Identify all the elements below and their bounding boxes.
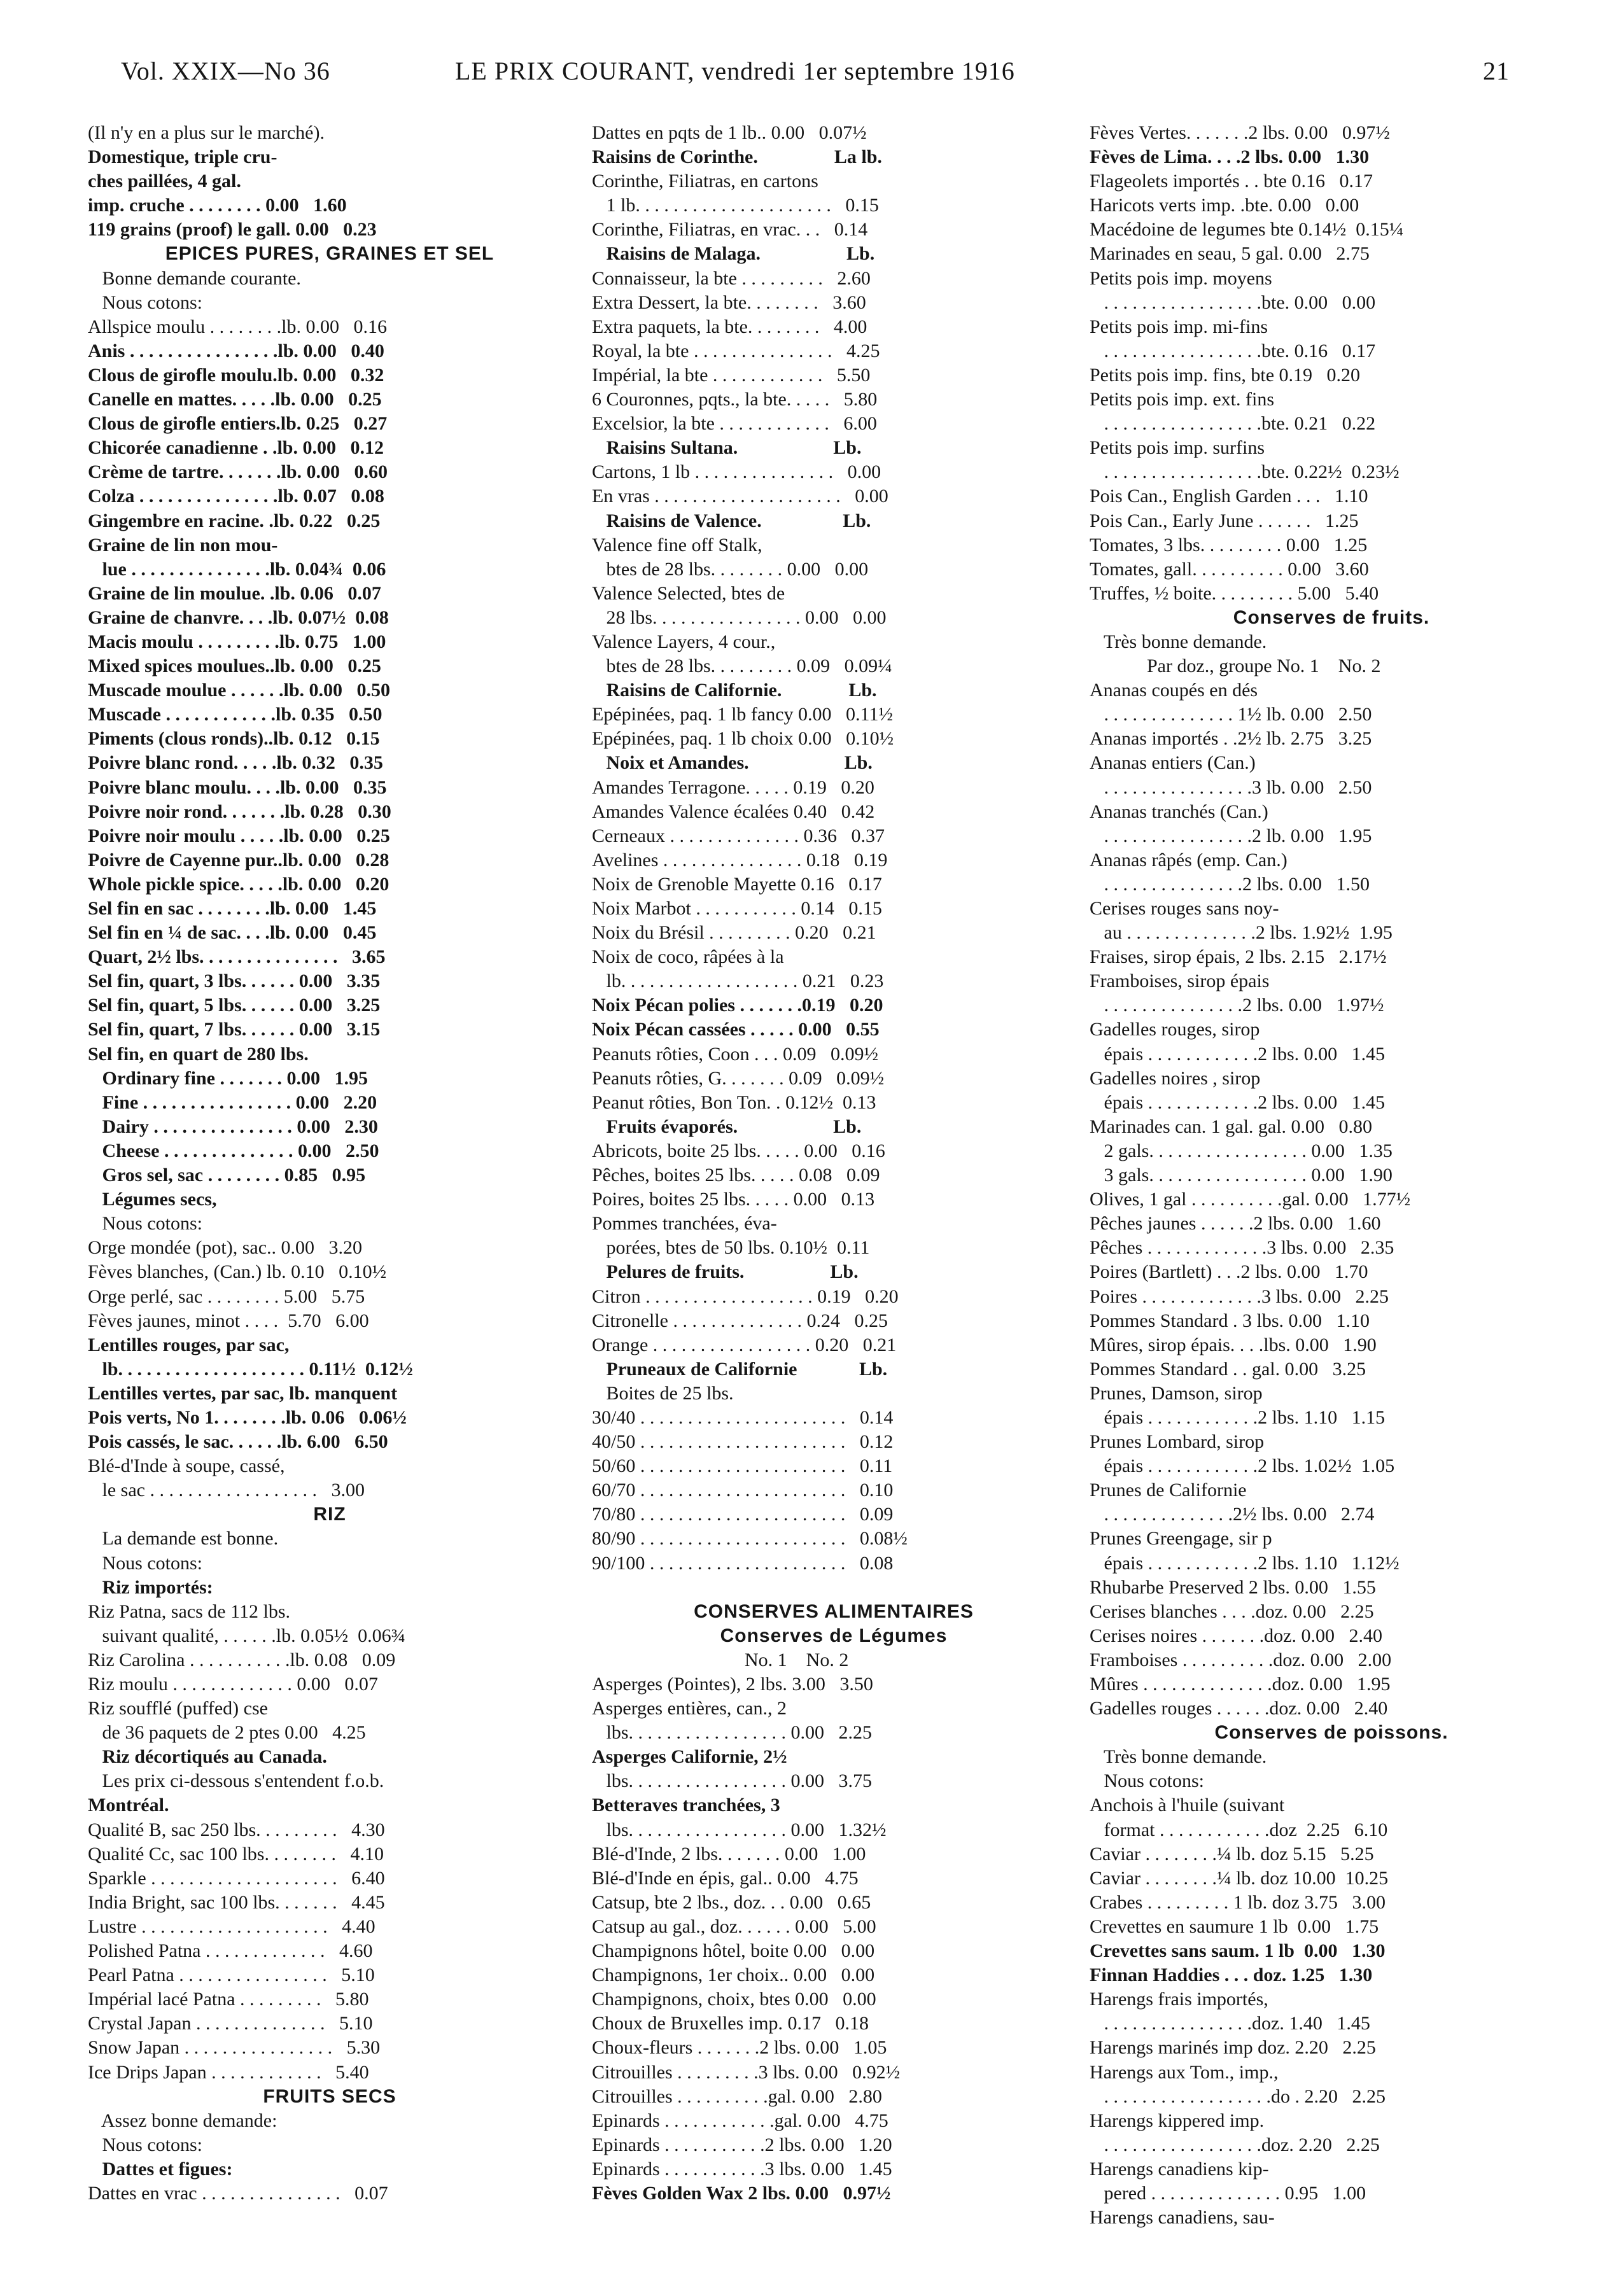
price-line: format . . . . . . . . . . . .doz 2.25 6.10 (1090, 1819, 1388, 1840)
price-line: Gadelles noires , sirop (1090, 1067, 1261, 1089)
price-line: Connaisseur, la bte . . . . . . . . . 2.60 (592, 267, 871, 289)
price-line: 50/60 . . . . . . . . . . . . . . . . . . . . . . 0.11 (592, 1455, 893, 1477)
price-line: Montréal. (88, 1795, 169, 1816)
price-line: . . . . . . . . . . . . . . . . .bte. 0.21 0.22 (1090, 413, 1376, 435)
price-line: . . . . . . . . . . . . . . . .2 lb. 0.00 1.95 (1090, 825, 1372, 846)
price-line: Qualité B, sac 250 lbs. . . . . . . . . 4.30 (88, 1819, 385, 1840)
price-line: Anis . . . . . . . . . . . . . . . .lb. 0.00 0.40 (88, 340, 384, 361)
price-line: suivant qualité, . . . . . .lb. 0.05½ 0.06¾ (88, 1625, 406, 1646)
price-line: Snow Japan . . . . . . . . . . . . . . . . 5.30 (88, 2037, 381, 2059)
price-line: Sel fin, en quart de 280 lbs. (88, 1043, 309, 1065)
price-line: Champignons, choix, btes 0.00 0.00 (592, 1989, 876, 2010)
price-line: Ananas râpés (emp. Can.) (1090, 849, 1288, 871)
section-heading: EPICES PURES, GRAINES ET SEL (165, 243, 495, 265)
price-line: Valence Selected, btes de (592, 582, 785, 604)
price-line: Lustre . . . . . . . . . . . . . . . . . . . . 4.40 (88, 1915, 375, 1937)
price-line: Catsup au gal., doz. . . . . . 0.00 5.00 (592, 1915, 876, 1937)
price-line: Harengs canadiens, sau- (1090, 2207, 1275, 2229)
price-line: 90/100 . . . . . . . . . . . . . . . . . . . . . 0.08 (592, 1552, 894, 1574)
price-line: 119 grains (proof) le gall. 0.00 0.23 (88, 219, 377, 241)
price-line: (Il n'y en a plus sur le marché). (88, 122, 325, 143)
price-line: Harengs marinés imp doz. 2.20 2.25 (1090, 2037, 1376, 2059)
price-line: épais . . . . . . . . . . . .2 lbs. 0.00 1.45 (1090, 1043, 1386, 1065)
price-line: 40/50 . . . . . . . . . . . . . . . . . . . . . . 0.12 (592, 1431, 894, 1453)
price-line: Prunes, Damson, sirop (1090, 1382, 1263, 1404)
price-line: Fruits évaporés. Lb. (592, 1116, 862, 1137)
section-heading: Conserves de Légumes (720, 1625, 948, 1646)
price-line: Extra Dessert, la bte. . . . . . . . 3.60 (592, 291, 866, 313)
volume-number: Vol. XXIX—No 36 (121, 57, 330, 85)
price-line: Extra paquets, la bte. . . . . . . . 4.00 (592, 316, 867, 337)
price-line: Citronelle . . . . . . . . . . . . . . 0.24 0.25 (592, 1310, 888, 1331)
price-line: Fèves de Lima. . . .2 lbs. 0.00 1.30 (1090, 146, 1370, 168)
price-line: Graine de chanvre. . . .lb. 0.07½ 0.08 (88, 606, 389, 628)
price-line: Fèves jaunes, minot . . . . 5.70 6.00 (88, 1310, 369, 1331)
price-line: Impérial, la bte . . . . . . . . . . . . 5.50 (592, 364, 871, 386)
price-line: Petits pois imp. ext. fins (1090, 389, 1275, 410)
price-line (592, 1576, 1076, 1600)
price-line: Polished Patna . . . . . . . . . . . . . 4.60 (88, 1940, 373, 1962)
price-line: Citrouilles . . . . . . . . . .gal. 0.00 2.80 (592, 2085, 882, 2107)
price-line: Mûres, sirop épais. . . .lbs. 0.00 1.90 (1090, 1334, 1377, 1355)
price-line: Sel fin, quart, 7 lbs. . . . . . 0.00 3.15 (88, 1019, 381, 1040)
price-line: Caviar . . . . . . . .¼ lb. doz 5.15 5.25 (1090, 1843, 1374, 1865)
price-line: Marinades can. 1 gal. gal. 0.00 0.80 (1090, 1116, 1373, 1137)
price-line: Corinthe, Filiatras, en vrac. . . 0.14 (592, 219, 868, 241)
price-line: Petits pois imp. fins, bte 0.19 0.20 (1090, 364, 1361, 386)
price-line: . . . . . . . . . . . . . . .2 lbs. 0.00 1.50 (1090, 873, 1370, 895)
price-line: Haricots verts imp. .bte. 0.00 0.00 (1090, 195, 1359, 216)
price-line: Orange . . . . . . . . . . . . . . . . . 0.20 0.21 (592, 1334, 897, 1355)
price-line: Crystal Japan . . . . . . . . . . . . . . 5.10 (88, 2013, 373, 2034)
price-line: Champignons, 1er choix.. 0.00 0.00 (592, 1964, 875, 1986)
section-heading: FRUITS SECS (263, 2085, 396, 2107)
price-line: Macédoine de legumes bte 0.14½ 0.15¼ (1090, 219, 1404, 241)
price-line: Corinthe, Filiatras, en cartons (592, 171, 818, 192)
price-line: Pêches jaunes . . . . . .2 lbs. 0.00 1.60 (1090, 1213, 1381, 1235)
price-line: Poivre noir rond. . . . . . .lb. 0.28 0.30 (88, 801, 391, 822)
price-line: Crevettes sans saum. 1 lb 0.00 1.30 (1090, 1940, 1386, 1962)
price-line: Sel fin en sac . . . . . . . .lb. 0.00 1.45 (88, 898, 377, 919)
price-line: Finnan Haddies . . . doz. 1.25 1.30 (1090, 1964, 1373, 1986)
section-heading: RIZ (313, 1504, 346, 1525)
price-line: Riz moulu . . . . . . . . . . . . . 0.00 0.07 (88, 1674, 378, 1695)
price-line: Poires (Bartlett) . . .2 lbs. 0.00 1.70 (1090, 1261, 1368, 1283)
price-line: Les prix ci-dessous s'entendent f.o.b. (88, 1770, 384, 1792)
price-line: Avelines . . . . . . . . . . . . . . . 0.18 0.19 (592, 849, 888, 871)
price-line: Quart, 2½ lbs. . . . . . . . . . . . . . . 3.65 (88, 946, 386, 968)
price-line: épais . . . . . . . . . . . .2 lbs. 0.00 1.45 (1090, 1091, 1386, 1113)
price-line: Nous cotons: (1090, 1770, 1204, 1792)
price-line: Raisins de Malaga. Lb. (592, 243, 875, 265)
price-line: Lentilles rouges, par sac, (88, 1334, 290, 1355)
price-line: Domestique, triple cru- (88, 146, 277, 168)
price-line: Nous cotons: (88, 291, 202, 313)
price-line: Noix Pécan cassées . . . . . 0.00 0.55 (592, 1019, 880, 1040)
price-line: Harengs aux Tom., imp., (1090, 2061, 1279, 2083)
price-line: Prunes Lombard, sirop (1090, 1431, 1265, 1453)
price-line: Nous cotons: (88, 1213, 202, 1235)
price-line: Gros sel, sac . . . . . . . . 0.85 0.95 (88, 1165, 366, 1186)
price-line: Epépinées, paq. 1 lb fancy 0.00 0.11½ (592, 704, 893, 725)
price-line: Sel fin, quart, 5 lbs. . . . . . 0.00 3.25 (88, 995, 381, 1016)
price-line: Pommes Standard . . gal. 0.00 3.25 (1090, 1358, 1366, 1380)
price-line: lue . . . . . . . . . . . . . . .lb. 0.04¾ 0.06 (88, 558, 386, 580)
price-line: Muscade moulue . . . . . .lb. 0.00 0.50 (88, 680, 391, 701)
page-number: 21 (1483, 57, 1510, 85)
price-line: porées, btes de 50 lbs. 0.10½ 0.11 (592, 1237, 870, 1259)
price-line: Pois Can., English Garden . . . 1.10 (1090, 486, 1368, 507)
price-line: Orge mondée (pot), sac.. 0.00 3.20 (88, 1237, 363, 1259)
price-line: Cerises blanches . . . .doz. 0.00 2.25 (1090, 1600, 1374, 1622)
price-line: Dattes et figues: (88, 2158, 233, 2180)
price-line: Raisins de Corinthe. La lb. (592, 146, 882, 168)
section-heading: Conserves de fruits. (1233, 606, 1430, 628)
price-line: Canelle en mattes. . . . .lb. 0.00 0.25 (88, 389, 382, 410)
price-line: Betteraves tranchées, 3 (592, 1795, 780, 1816)
price-line: Raisins de Valence. Lb. (592, 510, 871, 531)
price-line: ches paillées, 4 gal. (88, 171, 241, 192)
price-line: Poires, boites 25 lbs. . . . . 0.00 0.13 (592, 1189, 875, 1210)
price-line: Mûres . . . . . . . . . . . . . .doz. 0.00 1.95 (1090, 1674, 1391, 1695)
price-line: Clous de girofle entiers.lb. 0.25 0.27 (88, 413, 388, 435)
price-line: Poivre noir moulu . . . . .lb. 0.00 0.25 (88, 825, 390, 846)
price-line: Fraises, sirop épais, 2 lbs. 2.15 2.17½ (1090, 946, 1387, 968)
price-line: 1 lb. . . . . . . . . . . . . . . . . . . . . 0.15 (592, 195, 879, 216)
price-line: Flageolets importés . . bte 0.16 0.17 (1090, 171, 1373, 192)
price-line: pered . . . . . . . . . . . . . . 0.95 1.00 (1090, 2182, 1366, 2204)
price-line: Allspice moulu . . . . . . . .lb. 0.00 0.16 (88, 316, 387, 337)
price-line: Harengs frais importés, (1090, 1989, 1268, 2010)
price-line: Valence Layers, 4 cour., (592, 631, 776, 652)
price-line: Pois Can., Early June . . . . . . 1.25 (1090, 510, 1359, 531)
price-line: Riz décortiqués au Canada. (88, 1746, 327, 1768)
price-line: Sel fin en ¼ de sac. . . .lb. 0.00 0.45 (88, 922, 377, 944)
price-line: Très bonne demande. (1090, 631, 1267, 652)
price-line: Dattes en pqts de 1 lb.. 0.00 0.07½ (592, 122, 867, 143)
price-line: Ananas entiers (Can.) (1090, 752, 1256, 774)
price-line: . . . . . . . . . . . . . . . . . .do . 2.20 2.25 (1090, 2085, 1386, 2107)
price-line: Poivre de Cayenne pur..lb. 0.00 0.28 (88, 849, 389, 871)
price-line: Royal, la bte . . . . . . . . . . . . . . . 4.25 (592, 340, 880, 361)
price-line: de 36 paquets de 2 ptes 0.00 4.25 (88, 1722, 366, 1744)
price-line: Riz Patna, sacs de 112 lbs. (88, 1600, 291, 1622)
price-line: . . . . . . . . . . . . . .2½ lbs. 0.00 2.74 (1090, 1504, 1375, 1525)
price-line: Framboises . . . . . . . . . .doz. 0.00 2.00 (1090, 1649, 1392, 1670)
price-line: Fèves Vertes. . . . . . .2 lbs. 0.00 0.97½ (1090, 122, 1390, 143)
price-line: 70/80 . . . . . . . . . . . . . . . . . . . . . . 0.09 (592, 1504, 894, 1525)
price-line: Noix de Grenoble Mayette 0.16 0.17 (592, 873, 882, 895)
price-line: au . . . . . . . . . . . . . .2 lbs. 1.92½ 1.95 (1090, 922, 1393, 944)
price-line: Epinards . . . . . . . . . . .3 lbs. 0.00 1.45 (592, 2158, 892, 2180)
price-line: Graine de lin non mou- (88, 534, 278, 556)
price-line: Gadelles rouges . . . . . .doz. 0.00 2.40 (1090, 1698, 1388, 1719)
price-line: Ice Drips Japan . . . . . . . . . . . . 5.40 (88, 2061, 369, 2083)
price-line: Pruneaux de Californie Lb. (592, 1358, 888, 1380)
price-line: Impérial lacé Patna . . . . . . . . . 5.80 (88, 1989, 369, 2010)
price-line: Tomates, gall. . . . . . . . . . 0.00 3.60 (1090, 558, 1369, 580)
price-line: Pêches . . . . . . . . . . . . .3 lbs. 0.00 2.35 (1090, 1237, 1394, 1259)
price-line: 80/90 . . . . . . . . . . . . . . . . . . . . . . 0.08½ (592, 1528, 908, 1550)
price-line: Piments (clous ronds)..lb. 0.12 0.15 (88, 728, 380, 750)
price-line: Assez bonne demande: (88, 2110, 277, 2131)
price-line: Cheese . . . . . . . . . . . . . . 0.00 2.50 (88, 1140, 379, 1161)
price-line: . . . . . . . . . . . . . . . .doz. 1.40 1.45 (1090, 2013, 1370, 2034)
price-line: . . . . . . . . . . . . . . . . .doz. 2.20 2.25 (1090, 2134, 1380, 2155)
price-line: Pearl Patna . . . . . . . . . . . . . . . . 5.10 (88, 1964, 375, 1986)
price-line: Qualité Cc, sac 100 lbs. . . . . . . . 4.10 (88, 1843, 384, 1865)
price-line: Graine de lin moulue. .lb. 0.06 0.07 (88, 582, 381, 604)
price-line: Asperges Californie, 2½ (592, 1746, 787, 1768)
price-line: Olives, 1 gal . . . . . . . . . .gal. 0.00 1.77½ (1090, 1189, 1411, 1210)
price-line: Pois verts, No 1. . . . . . . .lb. 0.06 0.06½ (88, 1406, 407, 1428)
price-line: 6 Couronnes, pqts., la bte. . . . . 5.80 (592, 389, 878, 410)
price-line: Dattes en vrac . . . . . . . . . . . . . . . 0.07 (88, 2182, 388, 2204)
price-line: Marinades en seau, 5 gal. 0.00 2.75 (1090, 243, 1370, 265)
price-line: Très bonne demande. (1090, 1746, 1267, 1768)
price-column-3 (1090, 121, 1573, 2230)
price-line: . . . . . . . . . . . . . . 1½ lb. 0.00 2.50 (1090, 704, 1372, 725)
price-line: Truffes, ½ boite. . . . . . . . . 5.00 5.40 (1090, 582, 1379, 604)
price-line: Sparkle . . . . . . . . . . . . . . . . . . . . 6.40 (88, 1867, 385, 1889)
price-line: . . . . . . . . . . . . . . . . .bte. 0.00 0.00 (1090, 291, 1376, 313)
price-line: 60/70 . . . . . . . . . . . . . . . . . . . . . . 0.10 (592, 1480, 894, 1501)
price-line: épais . . . . . . . . . . . .2 lbs. 1.10 1.12½ (1090, 1552, 1400, 1574)
price-line: Noix du Brésil . . . . . . . . . 0.20 0.21 (592, 922, 876, 944)
price-line: Caviar . . . . . . . .¼ lb. doz 10.00 10.25 (1090, 1867, 1389, 1889)
price-line: Peanut rôties, Bon Ton. . 0.12½ 0.13 (592, 1091, 876, 1113)
price-line: Nous cotons: (88, 1552, 202, 1574)
price-line: Pommes Standard . 3 lbs. 0.00 1.10 (1090, 1310, 1370, 1331)
price-line: btes de 28 lbs. . . . . . . . . 0.09 0.09¼ (592, 655, 892, 677)
price-line: Peanuts rôties, Coon . . . 0.09 0.09½ (592, 1043, 878, 1065)
price-line: La demande est bonne. (88, 1528, 279, 1550)
price-line: Sel fin, quart, 3 lbs. . . . . . 0.00 3.35 (88, 970, 381, 992)
price-line: Poivre blanc moulu. . . .lb. 0.00 0.35 (88, 776, 387, 798)
price-line: Blé-d'Inde à soupe, cassé, (88, 1455, 285, 1477)
price-line: Blé-d'Inde en épis, gal.. 0.00 4.75 (592, 1867, 859, 1889)
price-line: En vras . . . . . . . . . . . . . . . . . . . . 0.00 (592, 486, 888, 507)
price-line: Dairy . . . . . . . . . . . . . . . 0.00 2.30 (88, 1116, 378, 1137)
price-line: Crème de tartre. . . . . . .lb. 0.00 0.60 (88, 461, 388, 483)
price-line: Choux de Bruxelles imp. 0.17 0.18 (592, 2013, 869, 2034)
price-line: Framboises, sirop épais (1090, 970, 1270, 992)
price-line: Fine . . . . . . . . . . . . . . . . 0.00 2.20 (88, 1091, 377, 1113)
price-line: Fèves Golden Wax 2 lbs. 0.00 0.97½ (592, 2182, 891, 2204)
price-line: Prunes Greengage, sir p (1090, 1528, 1272, 1550)
price-line: Ananas coupés en dés (1090, 680, 1258, 701)
price-line: Cartons, 1 lb . . . . . . . . . . . . . . . 0.00 (592, 461, 881, 483)
price-line: Valence fine off Stalk, (592, 534, 762, 556)
price-line: lbs. . . . . . . . . . . . . . . . . 0.00 3.75 (592, 1770, 873, 1792)
price-line: Noix Pécan polies . . . . . . .0.19 0.20 (592, 995, 883, 1016)
price-line: Cerises rouges sans noy- (1090, 898, 1279, 919)
price-line: Ananas tranchés (Can.) (1090, 801, 1268, 822)
price-column-1 (88, 121, 572, 2206)
price-line: lb. . . . . . . . . . . . . . . . . . . . 0.11½ 0.12½ (88, 1358, 413, 1380)
price-line: Petits pois imp. moyens (1090, 267, 1272, 289)
price-line: Raisins Sultana. Lb. (592, 437, 862, 459)
price-line: Noix de coco, râpées à la (592, 946, 784, 968)
price-line: 2 gals. . . . . . . . . . . . . . . . . 0.00 1.35 (1090, 1140, 1393, 1161)
price-line: Poivre blanc rond. . . . .lb. 0.32 0.35 (88, 752, 383, 774)
section-heading: Conserves de poissons. (1214, 1722, 1449, 1744)
publication-title: LE PRIX COURANT, vendredi 1er septembre 1916 (455, 57, 1015, 85)
price-line: Abricots, boite 25 lbs. . . . . 0.00 0.16 (592, 1140, 885, 1161)
price-line: Excelsior, la bte . . . . . . . . . . . . 6.00 (592, 413, 877, 435)
price-line: Macis moulu . . . . . . . . .lb. 0.75 1.00 (88, 631, 386, 652)
price-line: Champignons hôtel, boite 0.00 0.00 (592, 1940, 875, 1962)
price-line: Légumes secs, (88, 1189, 217, 1210)
price-line: Ordinary fine . . . . . . . 0.00 1.95 (88, 1067, 368, 1089)
price-line: Cerises noires . . . . . . .doz. 0.00 2.40 (1090, 1625, 1382, 1646)
price-line: Asperges (Pointes), 2 lbs. 3.00 3.50 (592, 1674, 873, 1695)
price-line: Mixed spices moulues..lb. 0.00 0.25 (88, 655, 381, 677)
price-line: Nous cotons: (88, 2134, 202, 2155)
price-line: lbs. . . . . . . . . . . . . . . . . 0.00 1.32½ (592, 1819, 887, 1840)
price-line: Epinards . . . . . . . . . . .2 lbs. 0.00 1.20 (592, 2134, 892, 2155)
price-line: le sac . . . . . . . . . . . . . . . . . . 3.00 (88, 1480, 365, 1501)
price-line: . . . . . . . . . . . . . . . . .bte. 0.22½ 0.23½ (1090, 461, 1400, 483)
price-line: Poires . . . . . . . . . . . . .3 lbs. 0.00 2.25 (1090, 1285, 1389, 1307)
price-line: épais . . . . . . . . . . . .2 lbs. 1.10 1.15 (1090, 1406, 1386, 1428)
price-line: India Bright, sac 100 lbs. . . . . . . 4.45 (88, 1891, 385, 1913)
price-line: No. 1 No. 2 (592, 1649, 849, 1670)
section-heading: CONSERVES ALIMENTAIRES (694, 1600, 974, 1622)
price-line: Pommes tranchées, éva- (592, 1213, 777, 1235)
price-line: Gingembre en racine. .lb. 0.22 0.25 (88, 510, 381, 531)
price-line: Clous de girofle moulu.lb. 0.00 0.32 (88, 364, 384, 386)
price-line: Bonne demande courante. (88, 267, 301, 289)
price-line: lbs. . . . . . . . . . . . . . . . . 0.00 2.25 (592, 1722, 873, 1744)
price-line: Blé-d'Inde, 2 lbs. . . . . . . 0.00 1.00 (592, 1843, 866, 1865)
price-line: 3 gals. . . . . . . . . . . . . . . . . 0.00 1.90 (1090, 1165, 1393, 1186)
price-line: 30/40 . . . . . . . . . . . . . . . . . . . . . . 0.14 (592, 1406, 894, 1428)
price-line: Choux-fleurs . . . . . . .2 lbs. 0.00 1.05 (592, 2037, 887, 2059)
price-line: Colza . . . . . . . . . . . . . . .lb. 0.07 0.08 (88, 486, 384, 507)
price-line: Citron . . . . . . . . . . . . . . . . . . 0.19 0.20 (592, 1285, 899, 1307)
price-line: Riz Carolina . . . . . . . . . . .lb. 0.08 0.09 (88, 1649, 396, 1670)
price-line: Harengs kippered imp. (1090, 2110, 1265, 2131)
price-line: Rhubarbe Preserved 2 lbs. 0.00 1.55 (1090, 1576, 1376, 1598)
price-line: Amandes Terragone. . . . . 0.19 0.20 (592, 776, 874, 798)
price-line: Harengs canadiens kip- (1090, 2158, 1269, 2180)
price-line: Amandes Valence écalées 0.40 0.42 (592, 801, 875, 822)
price-line: Asperges entières, can., 2 (592, 1698, 787, 1719)
price-line: Pelures de fruits. Lb. (592, 1261, 859, 1283)
price-line: Petits pois imp. surfins (1090, 437, 1265, 459)
price-line: Riz importés: (88, 1576, 213, 1598)
price-line: Catsup, bte 2 lbs., doz. . . 0.00 0.65 (592, 1891, 871, 1913)
price-line: Peanuts rôties, G. . . . . . . 0.09 0.09½ (592, 1067, 885, 1089)
price-line: btes de 28 lbs. . . . . . . . 0.00 0.00 (592, 558, 869, 580)
price-line: Boites de 25 lbs. (592, 1382, 734, 1404)
price-line: Whole pickle spice. . . . .lb. 0.00 0.20 (88, 873, 389, 895)
price-line: Noix Marbot . . . . . . . . . . . 0.14 0.15 (592, 898, 882, 919)
price-line: Riz soufflé (puffed) cse (88, 1698, 268, 1719)
price-line: Chicorée canadienne . .lb. 0.00 0.12 (88, 437, 384, 459)
price-line: Fèves blanches, (Can.) lb. 0.10 0.10½ (88, 1261, 387, 1283)
price-line: imp. cruche . . . . . . . . 0.00 1.60 (88, 195, 347, 216)
price-line: Epinards . . . . . . . . . . . .gal. 0.00 4.75 (592, 2110, 888, 2131)
price-column-2 (592, 121, 1076, 2206)
price-line: Anchois à l'huile (suivant (1090, 1795, 1285, 1816)
price-line: Noix et Amandes. Lb. (592, 752, 873, 774)
price-line: . . . . . . . . . . . . . . .2 lbs. 0.00 1.97½ (1090, 995, 1384, 1016)
price-line: 28 lbs. . . . . . . . . . . . . . . . 0.00 0.00 (592, 606, 887, 628)
price-line: épais . . . . . . . . . . . .2 lbs. 1.02½ 1.05 (1090, 1455, 1395, 1477)
price-line: Par doz., groupe No. 1 No. 2 (1090, 655, 1381, 677)
price-line: Ananas importés . .2½ lb. 2.75 3.25 (1090, 728, 1372, 750)
price-line: Crevettes en saumure 1 lb 0.00 1.75 (1090, 1915, 1379, 1937)
price-line: Citrouilles . . . . . . . . .3 lbs. 0.00 0.92½ (592, 2061, 901, 2083)
price-line: Muscade . . . . . . . . . . . .lb. 0.35 0.50 (88, 704, 382, 725)
price-line: Lentilles vertes, par sac, lb. manquent (88, 1382, 398, 1404)
price-line: Tomates, 3 lbs. . . . . . . . . 0.00 1.25 (1090, 534, 1368, 556)
price-line: Raisins de Californie. Lb. (592, 680, 877, 701)
price-line: Petits pois imp. mi-fins (1090, 316, 1268, 337)
price-line: Pêches, boites 25 lbs. . . . . 0.08 0.09 (592, 1165, 880, 1186)
price-line: Pois cassés, le sac. . . . . .lb. 6.00 6.50 (88, 1431, 388, 1453)
price-line: Gadelles rouges, sirop (1090, 1019, 1260, 1040)
price-line: lb. . . . . . . . . . . . . . . . . . . 0.21 0.23 (592, 970, 884, 992)
price-line: Cerneaux . . . . . . . . . . . . . . 0.36 0.37 (592, 825, 885, 846)
price-line: Crabes . . . . . . . . . 1 lb. doz 3.75 3.00 (1090, 1891, 1386, 1913)
price-line: . . . . . . . . . . . . . . . .3 lb. 0.00 2.50 (1090, 776, 1372, 798)
price-line: Orge perlé, sac . . . . . . . . 5.00 5.75 (88, 1285, 365, 1307)
price-line: Prunes de Californie (1090, 1480, 1247, 1501)
price-line: . . . . . . . . . . . . . . . . .bte. 0.16 0.17 (1090, 340, 1376, 361)
price-line: Epépinées, paq. 1 lb choix 0.00 0.10½ (592, 728, 894, 750)
